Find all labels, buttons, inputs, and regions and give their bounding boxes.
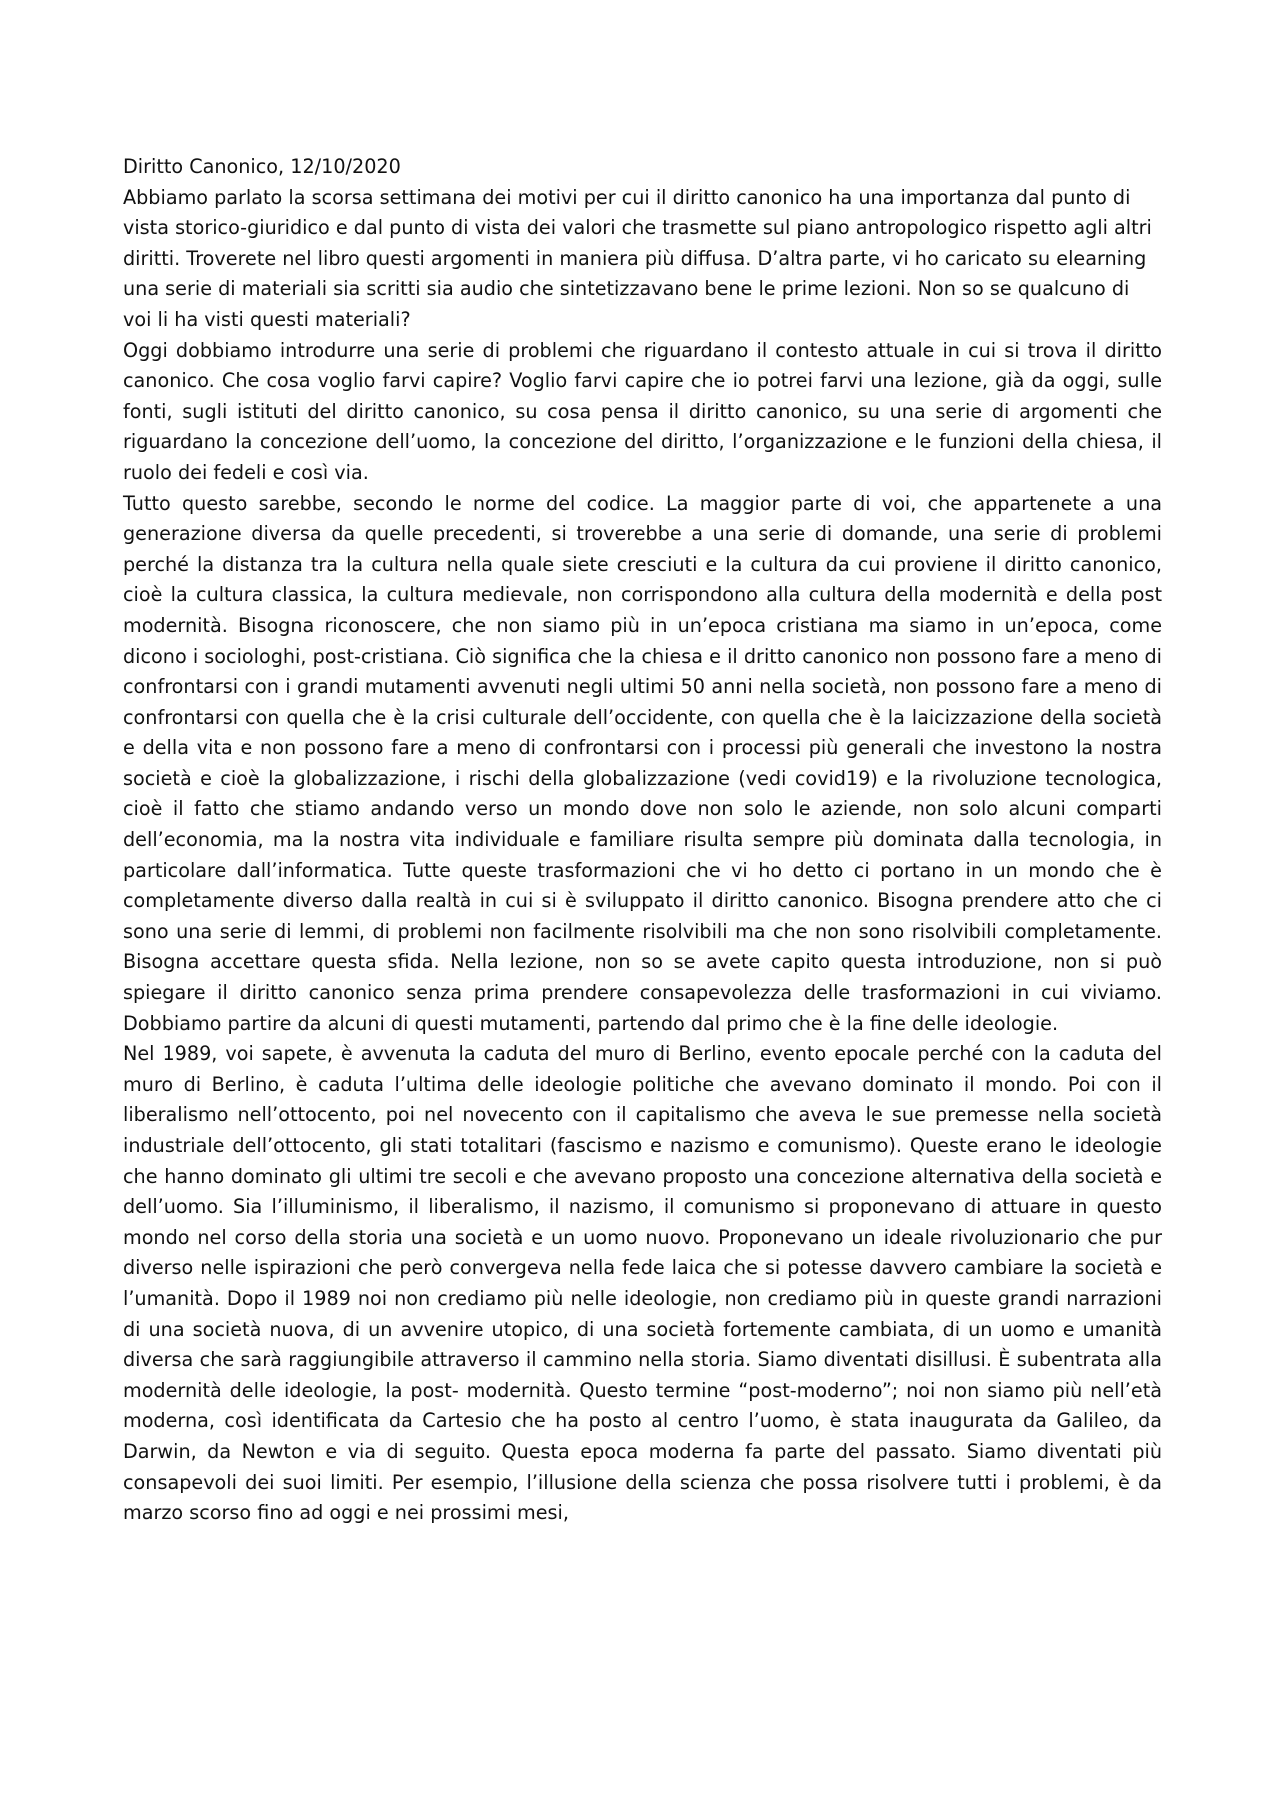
document-title: Diritto Canonico, 12/10/2020 bbox=[123, 155, 401, 178]
document-body bbox=[123, 152, 1162, 1529]
paragraph-4: Nel 1989, voi sapete, è avvenuta la caduta del muro di Berlino, evento epocale perché con la caduta del muro di Berlino, è caduta l’ultima delle ideologie politiche che avevano dominato il mondo. Poi con il liberalismo nell’ottocento, poi nel novecento con il capitalismo che aveva le sue premesse nella società industriale dell’ottocento, gli stati totalitari (fascismo e nazismo e comunismo). Queste erano le ideologie che hanno dominato gli ultimi tre secoli e che avevano proposto una concezione alternativa della società e dell’uomo. Sia l’illuminismo, il liberalismo, il nazismo, il comunismo si proponevano di attuare in questo mondo nel corso della storia una società e un uomo nuovo. Proponevano un ideale rivoluzionario che pur diverso nelle ispirazioni che però convergeva nella fede laica che si potesse davvero cambiare la società e l’umanità. Dopo il 1989 noi non crediamo più nelle ideologie, non crediamo più in queste grandi narrazioni di una società nuova, di un avvenire utopico, di una società fortemente cambiata, di un uomo e umanità diversa che sarà raggiungibile attraverso il cammino nella storia. Siamo diventati disillusi. È subentrata alla modernità delle ideologie, la post- modernità. Questo termine “post-moderno”; noi non siamo più nell’età moderna, così identificata da Cartesio che ha posto al centro l’uomo, è stata inaugurata da Galileo, da Darwin, da Newton e via di seguito. Questa epoca moderna fa parte del passato. Siamo diventati più consapevoli dei suoi limiti. Per esempio, l’illusione della scienza che possa risolvere tutti i problemi, è da marzo scorso fino ad oggi e nei prossimi mesi, bbox=[123, 1042, 1162, 1525]
paragraph-3: Tutto questo sarebbe, secondo le norme del codice. La maggior parte di voi, che appartenete a una generazione diversa da quelle precedenti, si troverebbe a una serie di domande, una serie di problemi perché la distanza tra la cultura nella quale siete cresciuti e la cultura da cui proviene il diritto canonico, cioè la cultura classica, la cultura medievale, non corrispondono alla cultura della modernità e della post modernità. Bisogna riconoscere, che non siamo più in un’epoca cristiana ma siamo in un’epoca, come dicono i sociologhi, post-cristiana. Ciò significa che la chiesa e il dritto canonico non possono fare a meno di confrontarsi con i grandi mutamenti avvenuti negli ultimi 50 anni nella società, non possono fare a meno di confrontarsi con quella che è la crisi culturale dell’occidente, con quella che è la laicizzazione della società e della vita e non possono fare a meno di confrontarsi con i processi più generali che investono la nostra società e cioè la globalizzazione, i rischi della globalizzazione (vedi covid19) e la rivoluzione tecnologica, cioè il fatto che stiamo andando verso un mondo dove non solo le aziende, non solo alcuni comparti dell’economia, ma la nostra vita individuale e familiare risulta sempre più dominata dalla tecnologia, in particolare dall’informatica. Tutte queste trasformazioni che vi ho detto ci portano in un mondo che è completamente diverso dalla realtà in cui si è sviluppato il diritto canonico. Bisogna prendere atto che ci sono una serie di lemmi, di problemi non facilmente risolvibili ma che non sono risolvibili completamente. Bisogna accettare questa sfida. Nella lezione, non so se avete capito questa introduzione, non si può spiegare il diritto canonico senza prima prendere consapevolezza delle trasformazioni in cui viviamo. Dobbiamo partire da alcuni di questi mutamenti, partendo dal primo che è la fine delle ideologie. bbox=[123, 491, 1162, 1035]
paragraph-2: Oggi dobbiamo introdurre una serie di problemi che riguardano il contesto attuale in cui si trova il diritto canonico. Che cosa voglio farvi capire? Voglio farvi capire che io potrei farvi una lezione, già da oggi, sulle fonti, sugli istituti del diritto canonico, su cosa pensa il diritto canonico, su una serie di argomenti che riguardano la concezione dell’uomo, la concezione del diritto, l’organizzazione e le funzioni della chiesa, il ruolo dei fedeli e così via. bbox=[123, 338, 1162, 484]
paragraph-1: Abbiamo parlato la scorsa settimana dei motivi per cui il diritto canonico ha una importanza dal punto di vista storico-giuridico e dal punto di vista dei valori che trasmette sul piano antropologico rispetto agli altri diritti. Troverete nel libro questi argomenti in maniera più diffusa. D’altra parte, vi ho caricato su elearning una serie di materiali sia scritti sia audio che sintetizzavano bene le prime lezioni. Non so se qualcuno di voi li ha visti questi materiali? bbox=[123, 185, 1152, 331]
